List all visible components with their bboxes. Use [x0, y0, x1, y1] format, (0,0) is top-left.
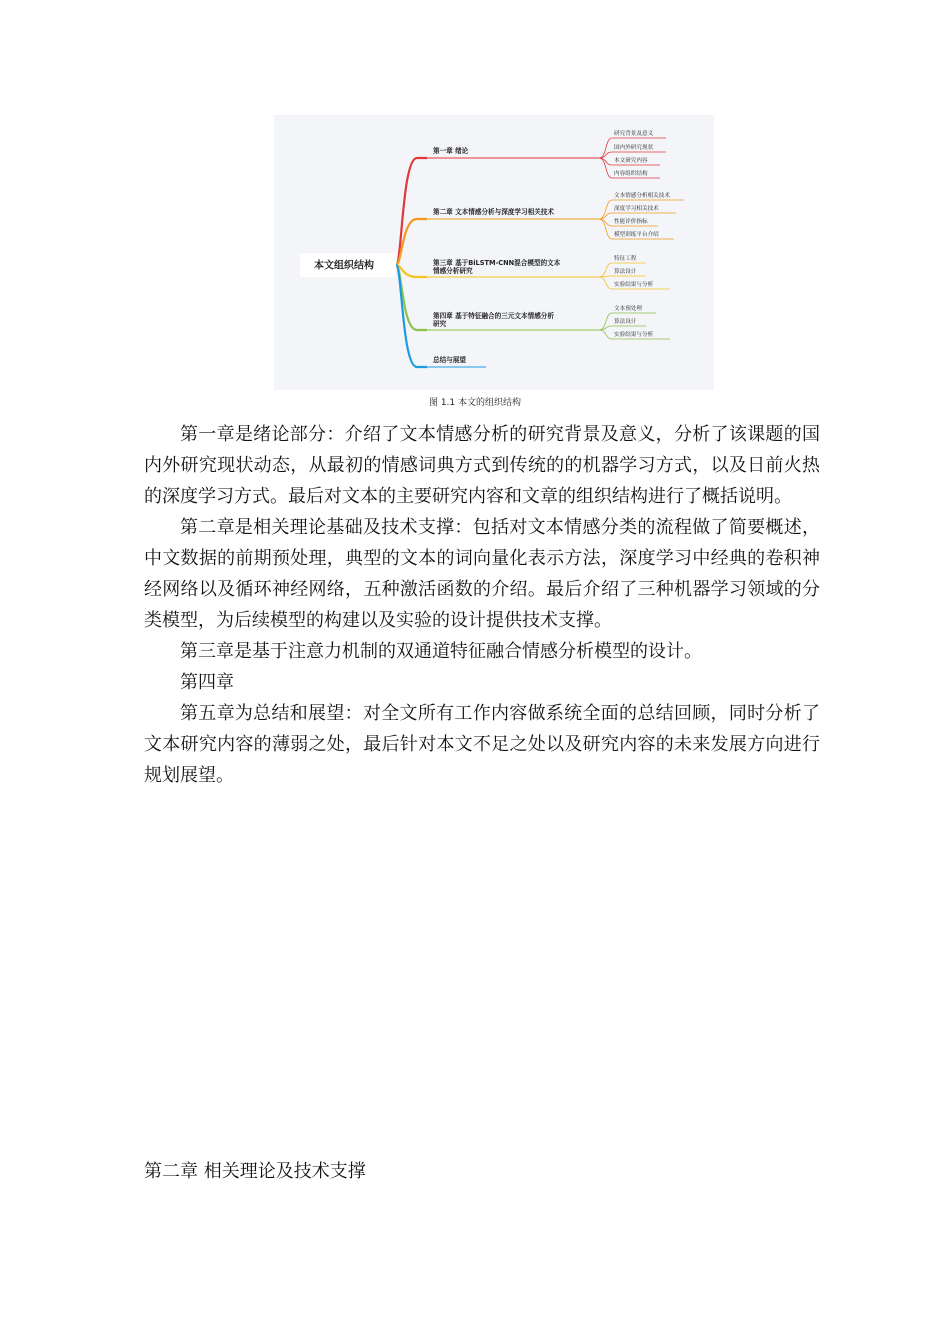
leaf-label: 实验结果与分析 [614, 282, 654, 288]
section-heading: 第二章 相关理论及技术支撑 [144, 1161, 366, 1182]
chapter-label: 第三章 基于BiLSTM-CNN混合模型的文本 [433, 259, 561, 267]
leaf-connector [599, 330, 612, 339]
paragraph-chapter-3: 第三章是基于注意力机制的双通道特征融合情感分析模型的设计。 [180, 641, 702, 662]
leaf-label: 特征工程 [614, 256, 637, 262]
leaf-connector [599, 219, 612, 226]
chapter-label: 情感分析研究 [433, 267, 473, 275]
leaf-label: 模型训练平台介绍 [614, 232, 659, 238]
figure-caption: 图 1.1 本文的组织结构 [428, 398, 522, 408]
leaf-label: 算法设计 [614, 269, 637, 275]
leaf-label: 文本情感分析相关技术 [614, 193, 670, 199]
paragraph-chapter-1: 第一章是绪论部分：介绍了文本情感分析的研究背景及意义，分析了该课题的国内外研究现状动态，从最初的情感词典方式到传统的的机器学习方式，以及日前火热的深度学习方式。最后对文本的主要研究内容和文章的组织结构进行了概括说明。 [144, 424, 820, 507]
leaf-label: 算法设计 [614, 319, 637, 325]
chapter-label: 第四章 基于特征融合的三元文本情感分析 [433, 312, 554, 320]
leaf-connector [599, 158, 612, 165]
leaf-label: 内容组织结构 [614, 171, 648, 177]
chapter-label: 第一章 绪论 [433, 147, 469, 155]
leaf-label: 国内外研究现状 [614, 145, 654, 151]
mindmap-figure [274, 115, 714, 390]
paragraph-chapter-5: 第五章为总结和展望：对全文所有工作内容做系统全面的总结回顾，同时分析了文本研究内容的薄弱之处，最后针对本文不足之处以及研究内容的未来发展方向进行规划展望。 [144, 703, 820, 786]
leaf-connector [599, 313, 612, 330]
leaf-connector [599, 263, 612, 277]
body-text [144, 419, 820, 791]
leaf-label: 本文研究内容 [614, 158, 648, 164]
leaf-label: 性能评价指标 [614, 219, 648, 225]
branch-line [396, 265, 427, 367]
paragraph-chapter-4: 第四章 [180, 672, 234, 693]
leaf-label: 实验结果与分析 [614, 332, 654, 338]
paragraph-chapter-2: 第二章是相关理论基础及技术支撑：包括对文本情感分类的流程做了简要概述，中文数据的前期预处理，典型的文本的词向量化表示方法，深度学习中经典的卷积神经网络以及循环神经网络，五种激活函数的介绍。最后介绍了三种机器学习领域的分类模型，为后续模型的构建以及实验的设计提供技术支撑。 [144, 517, 820, 631]
leaf-label: 文本预处理 [614, 306, 642, 312]
chapter-label: 总结与展望 [433, 356, 466, 364]
root-node-label: 本文组织结构 [314, 260, 374, 272]
mindmap-diagram [274, 115, 714, 390]
chapter-label: 研究 [433, 320, 447, 328]
chapter-label: 第二章 文本情感分析与深度学习相关技术 [433, 208, 554, 216]
leaf-connector [599, 277, 612, 289]
leaf-label: 深度学习相关技术 [614, 206, 659, 212]
leaf-label: 研究背景及意义 [614, 131, 654, 137]
